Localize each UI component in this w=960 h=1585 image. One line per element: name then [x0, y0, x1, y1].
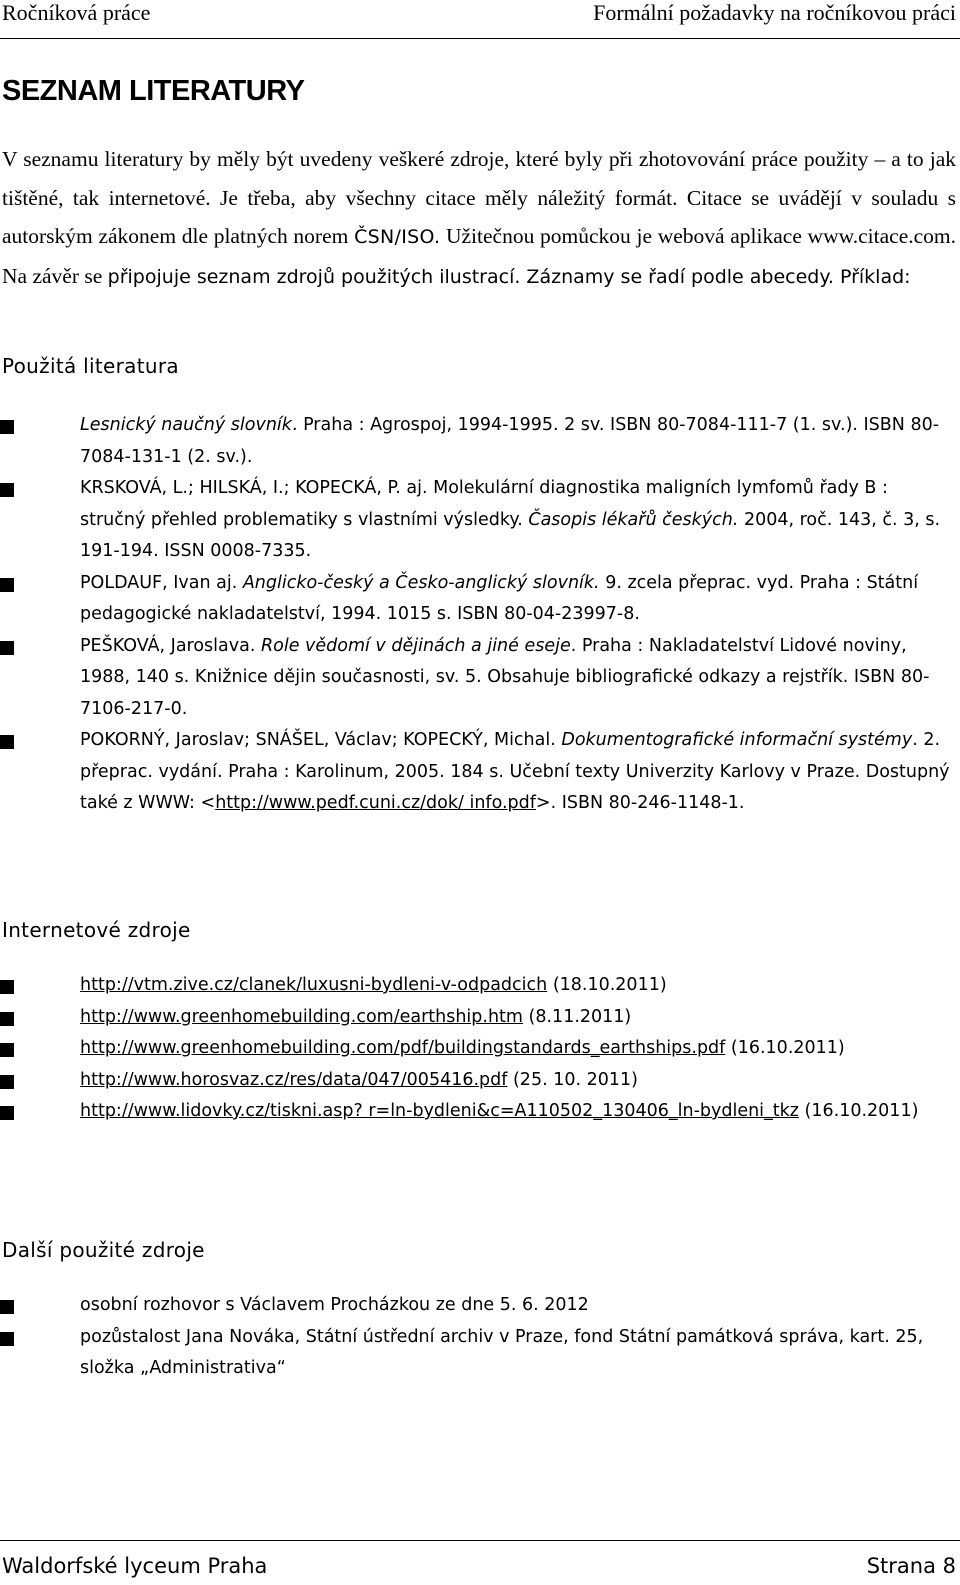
bullet-icon	[0, 1012, 14, 1026]
ref-rest: . Praha : Agrospoj, 1994-1995. 2 sv. ISBN 80-7084-111-7 (1. sv.). ISBN 80-7084-131-1 (2. sv.).	[80, 415, 940, 467]
intro-norm: ČSN/ISO.	[354, 226, 441, 248]
list-item	[0, 725, 950, 820]
intro-text-2: Užitečnou pomůckou je webová aplikace www.citace.com. Na závěr se	[2, 224, 957, 288]
internet-sources-list	[0, 970, 950, 1128]
ref-pre: PEŠKOVÁ, Jaroslava.	[80, 635, 261, 656]
page-title: SEZNAM LITERATURY	[2, 75, 305, 107]
page-footer	[0, 1540, 960, 1585]
list-item	[0, 568, 950, 631]
header-left: Ročníková práce	[2, 0, 151, 25]
bullet-icon	[0, 1332, 14, 1346]
ref-pre: KRSKOVÁ, L.; HILSKÁ, I.; KOPECKÁ, P. aj. Molekulární diagnostika maligních lymfomů řady B : stručný přehled problematiky s vlastními výsledky.	[80, 478, 888, 530]
list-item	[0, 1096, 950, 1128]
bullet-icon	[0, 578, 14, 592]
source-link[interactable]: http://vtm.zive.cz/clanek/luxusni-bydleni-v-odpadcich	[80, 975, 548, 995]
ref-rest: 2004, roč. 143, č. 3, s. 191-194. ISSN 0008-7335.	[80, 509, 941, 561]
source-date: (25. 10. 2011)	[507, 1069, 638, 1090]
list-item	[0, 1065, 950, 1097]
ref-rest: 9. zcela přeprac. vyd. Praha : Státní pedagogické nakladatelství, 1994. 1015 s. ISBN 80-04-23997-8.	[80, 572, 919, 624]
footer-left: Waldorfské lyceum Praha	[2, 1554, 268, 1578]
bullet-icon	[0, 483, 14, 497]
list-item	[0, 1002, 950, 1034]
source-link[interactable]: http://www.lidovky.cz/tiskni.asp? r=ln-bydleni&c=A110502_130406_ln-bydleni_tkz	[80, 1101, 799, 1121]
bullet-icon	[0, 1043, 14, 1057]
bullet-icon	[0, 1075, 14, 1089]
ref-link[interactable]: http://www.pedf.cuni.cz/dok/ info.pdf	[215, 793, 536, 813]
ref-pre: POLDAUF, Ivan aj.	[80, 572, 243, 593]
source-link[interactable]: http://www.horosvaz.cz/res/data/047/005416.pdf	[80, 1069, 508, 1090]
section-title-internet: Internetové zdroje	[2, 918, 191, 942]
ref-tail: >. ISBN 80-246-1148-1.	[535, 793, 745, 813]
ref-pre: POKORNÝ, Jaroslav; SNÁŠEL, Václav; KOPECKÝ, Michal.	[80, 730, 562, 750]
intro-text-1: V seznamu literatury by měly být uvedeny veškeré zdroje, které byly při zhotovování práce použity – a to jak tištěné, tak internetové. Je třeba, aby všechny citace měly náležitý formát. Citace se uvádějí v souladu s autorským zákonem dle platných norem	[2, 147, 956, 248]
list-item	[0, 1322, 950, 1385]
source-date: (8.11.2011)	[522, 1006, 632, 1027]
ref-rest: . Praha : Nakladatelství Lidové noviny, 1988, 140 s. Knižnice dějin současnosti, sv. 5. Obsahuje bibliografické odkazy a rejstřík. ISBN 80-7106-217-0.	[80, 635, 930, 719]
ref-italic: Role vědomí v dějinách a jiné eseje	[260, 635, 571, 656]
footer-rule	[0, 1540, 960, 1541]
list-item	[0, 970, 950, 1002]
list-item	[0, 1290, 950, 1322]
ref-italic: Dokumentografické informační systémy	[561, 730, 913, 750]
header-right: Formální požadavky na ročníkovou práci	[593, 0, 956, 25]
intro-text-3: připojuje seznam zdrojů použitých ilustrací. Záznamy se řadí podle abecedy. Příklad:	[107, 265, 911, 288]
bullet-icon	[0, 735, 14, 749]
list-item	[0, 631, 950, 726]
page-number: Strana 8	[866, 1554, 956, 1578]
list-item	[0, 473, 950, 568]
source-date: (18.10.2011)	[547, 975, 667, 995]
bullet-icon	[0, 1300, 14, 1314]
other-sources-list	[0, 1290, 950, 1385]
ref-rest: . 2. přeprac. vydání. Praha : Karolinum, 2005. 184 s. Učební texty Univerzity Karlovy v Praze. Dostupný také z WWW: <	[80, 730, 950, 813]
intro-paragraph	[2, 140, 956, 296]
source-date: (16.10.2011)	[725, 1038, 845, 1058]
ref-italic: Časopis lékařů českých.	[528, 509, 739, 530]
header-rule	[0, 38, 960, 39]
ref-italic: Anglicko-český a Česko-anglický slovník.	[242, 572, 600, 593]
source-link[interactable]: http://www.greenhomebuilding.com/earthship.htm	[80, 1006, 523, 1027]
source-date: (16.10.2011)	[798, 1101, 919, 1121]
bullet-icon	[0, 420, 14, 434]
used-literature-list	[0, 410, 950, 820]
source-link[interactable]: http://www.greenhomebuilding.com/pdf/buildingstandards_earthships.pdf	[80, 1038, 726, 1058]
section-title-used-literature: Použitá literatura	[2, 354, 179, 378]
bullet-icon	[0, 641, 14, 655]
list-item	[0, 410, 950, 473]
list-item	[0, 1033, 950, 1065]
page-header	[0, 0, 960, 40]
ref-italic: Lesnický naučný slovník	[80, 415, 292, 435]
source-text: osobní rozhovor s Václavem Procházkou ze dne 5. 6. 2012	[80, 1295, 589, 1315]
section-title-other: Další použité zdroje	[2, 1238, 205, 1262]
bullet-icon	[0, 980, 14, 994]
source-text: pozůstalost Jana Nováka, Státní ústřední archiv v Praze, fond Státní památková správa, kart. 25, složka „Administrativa“	[80, 1326, 924, 1378]
bullet-icon	[0, 1106, 14, 1120]
